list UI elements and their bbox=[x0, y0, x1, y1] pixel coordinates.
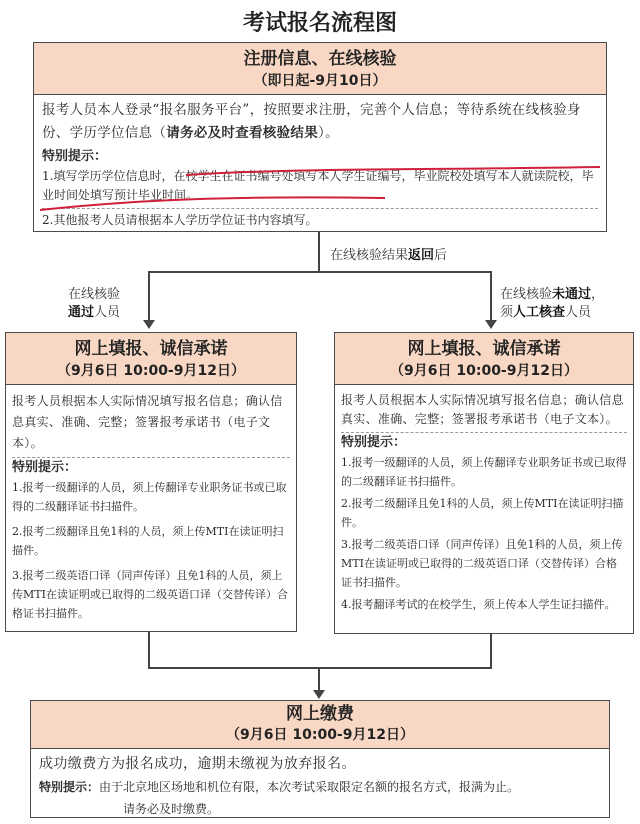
right-box-heading: 网上填报、诚信承诺 bbox=[407, 339, 561, 359]
step-register-tip-1: 1.填写学历学位信息时，在校学生在证书编号处填写本人学生证编号，毕业院校处填写本人就读院校，毕业时间处填写预计毕业时间。 bbox=[42, 169, 594, 202]
right-box-date: （9月6日 10:00-9月12日） bbox=[390, 363, 578, 379]
connector-pay-down bbox=[318, 667, 320, 691]
payment-line1: 成功缴费方为报名成功，逾期未缴视为放弃报名。 bbox=[39, 756, 356, 772]
right-box-tips-title: 特别提示： bbox=[341, 432, 627, 453]
connector-step1-down bbox=[318, 232, 320, 272]
left-box-tips-title: 特别提示： bbox=[12, 457, 290, 478]
step-register-body bbox=[34, 95, 606, 234]
connector-right-box-down bbox=[490, 634, 492, 668]
step-register-header bbox=[34, 43, 606, 95]
left-box-tip: 1.报考一级翻译的人员，须上传翻译专业职务证书或已取得的二级翻译证书扫描件。 bbox=[12, 481, 287, 513]
payment-box-header bbox=[31, 701, 609, 749]
right-box-tip: 3.报考二级英语口译（同声传译）且免1科的人员，须上传MTI在读证明或已取得的二级英语口译（交替传译）合格证书扫描件。 bbox=[341, 538, 623, 589]
payment-tips-title: 特别提示： bbox=[39, 780, 100, 794]
right-box-tip: 1.报考一级翻译的人员，须上传翻译专业职务证书或已取得的二级翻译证书扫描件。 bbox=[341, 456, 627, 488]
right-box-tip: 2.报考二级翻译且免1科的人员，须上传MTI在读证明扫描件。 bbox=[341, 497, 624, 529]
right-box-intro: 报考人员根据本人实际情况填写报名信息；确认信息真实、准确、完整；签署报考承诺书（电子文本）。 bbox=[341, 393, 624, 426]
left-box-header bbox=[6, 333, 296, 385]
arrow-right-icon bbox=[485, 320, 497, 329]
left-box-heading: 网上填报、诚信承诺 bbox=[74, 339, 228, 359]
left-branch-label: 在线核验 通过人员 bbox=[68, 287, 121, 320]
right-box-header bbox=[335, 333, 633, 385]
connector-horizontal bbox=[148, 271, 492, 273]
connector-left-down bbox=[148, 271, 150, 321]
step-register-intro: 报考人员本人登录“报名服务平台”，按照要求注册，完善个人信息；等待系统在线核验身份、学历学位信息（请务必及时查看核验结果）。 bbox=[42, 102, 581, 141]
payment-date: （9月6日 10:00-9月12日） bbox=[226, 727, 414, 743]
right-box-tip: 4.报考翻译考试的在校学生，须上传本人学生证扫描件。 bbox=[341, 598, 616, 611]
payment-box bbox=[30, 700, 610, 818]
page-title: 考试报名流程图 bbox=[242, 11, 397, 36]
payment-heading: 网上缴费 bbox=[286, 704, 354, 724]
connector-right-down bbox=[490, 271, 492, 321]
payment-tip: 特别提示：由于北京地区场地和机位有限，本次考试采取限定名额的报名方式，报满为止。 bbox=[39, 780, 520, 794]
connector-merge bbox=[148, 667, 492, 669]
arrow-pay-icon bbox=[313, 690, 325, 699]
payment-tip-2: 请务必及时缴费。 bbox=[123, 802, 220, 816]
left-box-tip: 2.报考二级翻译且免1科的人员，须上传MTI在读证明扫描件。 bbox=[12, 525, 284, 557]
payment-body bbox=[31, 749, 609, 823]
step-register-tips-title: 特别提示： bbox=[42, 149, 108, 164]
online-fill-box-manual bbox=[334, 332, 634, 634]
left-box-intro: 报考人员根据本人实际情况填写报名信息；确认信息真实、准确、完整；签署报考承诺书（电子文本）。 bbox=[12, 394, 283, 450]
right-branch-label: 在线核验未通过， 须人工核查人员 bbox=[500, 287, 605, 320]
step-register-date: （即日起-9月10日） bbox=[253, 73, 387, 89]
connector-left-box-down bbox=[148, 632, 150, 668]
left-box-tip: 3.报考二级英语口译（同声传译）且免1科的人员，须上传MTI在读证明或已取得的二级英语口译（交替传译）合格证书扫描件。 bbox=[12, 569, 288, 620]
right-box-body bbox=[335, 385, 633, 620]
left-box-date: （9月6日 10:00-9月12日） bbox=[57, 363, 245, 379]
arrow-left-icon bbox=[143, 320, 155, 329]
center-branch-label: 在线核验结果返回后 bbox=[330, 248, 448, 263]
online-fill-box-pass bbox=[5, 332, 297, 632]
step-register-box bbox=[33, 42, 607, 232]
step-register-intro-bold: 请务必及时查看核验结果 bbox=[166, 125, 319, 141]
step-register-heading: 注册信息、在线核验 bbox=[243, 49, 397, 69]
left-box-body bbox=[6, 385, 296, 629]
step-register-tip-2: 2.其他报考人员请根据本人学历学位证书内容填写。 bbox=[42, 208, 598, 230]
